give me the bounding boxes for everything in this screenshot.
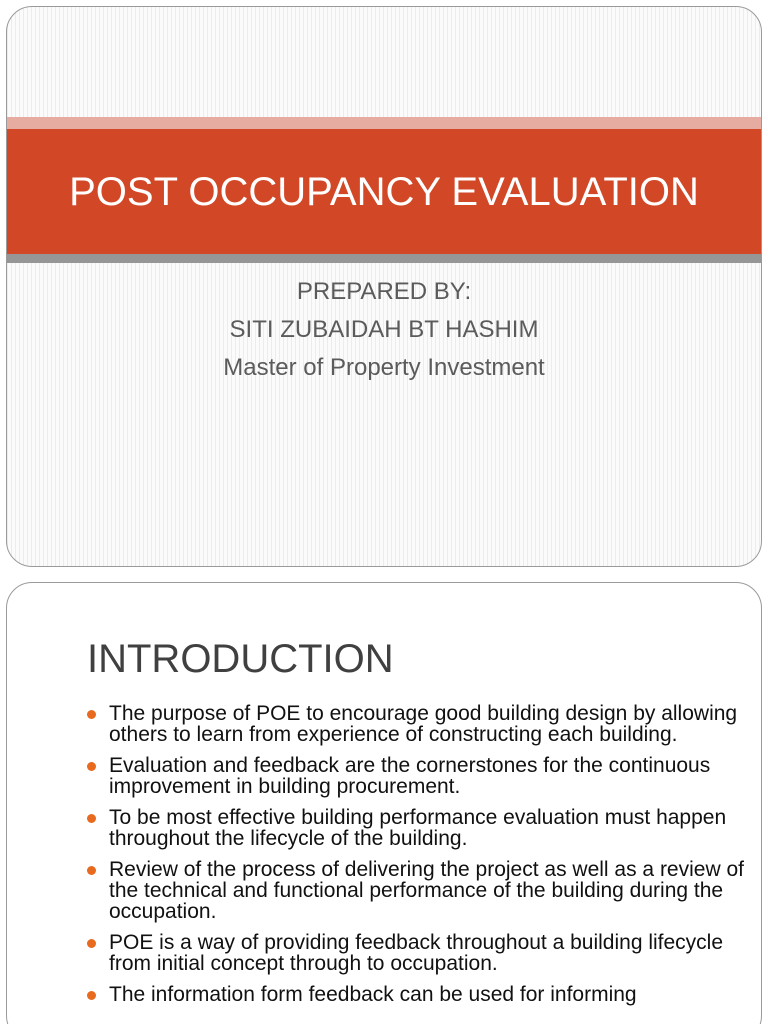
list-item: [85, 755, 745, 797]
list-item: [85, 984, 745, 1005]
bullet-dot-icon: [87, 991, 96, 1000]
bullet-list: [85, 703, 745, 1015]
bullet-dot-icon: [87, 939, 96, 948]
list-item: [85, 932, 745, 974]
introduction-heading: INTRODUCTION: [87, 637, 394, 681]
list-item: [85, 859, 745, 922]
title-band: [7, 129, 761, 254]
program-name: Master of Property Investment: [223, 354, 545, 381]
bullet-text: Review of the process of delivering the project as well as a review of the technical and functional performance of the building during the occupation.: [109, 858, 744, 923]
title-band-bottom-stripe: [7, 254, 761, 263]
bullet-text: Evaluation and feedback are the cornerstones for the continuous improvement in building procurement.: [109, 754, 711, 798]
author-name: SITI ZUBAIDAH BT HASHIM: [229, 316, 539, 343]
title-slide: [6, 6, 762, 567]
bullet-dot-icon: [87, 814, 96, 823]
prepared-by-label: PREPARED BY:: [296, 278, 472, 305]
bullet-dot-icon: [87, 762, 96, 771]
subtitle-block: [7, 273, 761, 387]
bullet-text: The information form feedback can be used for informing: [109, 983, 637, 1006]
bullet-dot-icon: [87, 866, 96, 875]
introduction-slide: [6, 582, 762, 1024]
bullet-text: POE is a way of providing feedback throughout a building lifecycle from initial concept through to occupation.: [109, 931, 724, 975]
bullet-text: To be most effective building performance evaluation must happen throughout the lifecycle of the building.: [109, 806, 727, 850]
slide-title: POST OCCUPANCY EVALUATION: [69, 170, 699, 214]
list-item: [85, 807, 745, 849]
bullet-text: The purpose of POE to encourage good building design by allowing others to learn from experience of constructing each building.: [109, 702, 738, 746]
list-item: [85, 703, 745, 745]
bullet-dot-icon: [87, 710, 96, 719]
title-band-top-stripe: [7, 117, 761, 129]
